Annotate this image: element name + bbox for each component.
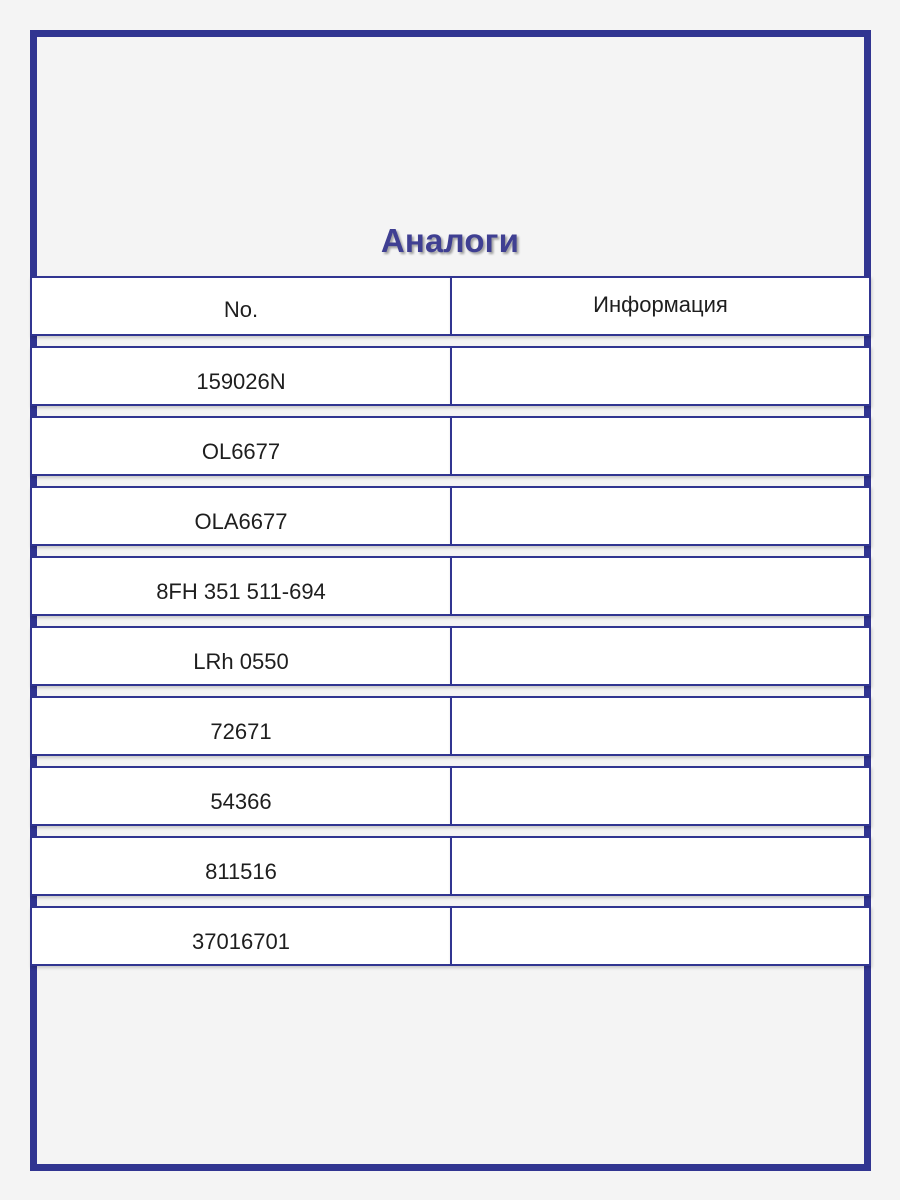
part-number-cell: OL6677 xyxy=(30,416,450,476)
part-number-cell: 37016701 xyxy=(30,906,450,966)
page-title: Аналоги xyxy=(380,222,520,259)
info-cell xyxy=(450,416,871,476)
info-cell xyxy=(450,556,871,616)
info-cell xyxy=(450,486,871,546)
part-number-cell: 72671 xyxy=(30,696,450,756)
table-row xyxy=(30,346,871,406)
part-number-cell: 159026N xyxy=(30,346,450,406)
info-cell xyxy=(450,836,871,896)
table-row xyxy=(30,836,871,896)
table-row xyxy=(30,696,871,756)
header-number: No. xyxy=(30,276,450,336)
header-info: Информация xyxy=(450,276,871,336)
info-cell xyxy=(450,626,871,686)
table-row xyxy=(30,486,871,546)
table-row xyxy=(30,556,871,616)
part-number-cell: 811516 xyxy=(30,836,450,896)
part-number-cell: OLA6677 xyxy=(30,486,450,546)
table-row xyxy=(30,626,871,686)
info-cell xyxy=(450,696,871,756)
info-cell xyxy=(450,346,871,406)
part-number-cell: 8FH 351 511-694 xyxy=(30,556,450,616)
info-cell xyxy=(450,766,871,826)
part-number-cell: 54366 xyxy=(30,766,450,826)
part-number-cell: LRh 0550 xyxy=(30,626,450,686)
table-row xyxy=(30,416,871,476)
info-cell xyxy=(450,906,871,966)
table-row xyxy=(30,766,871,826)
table-header-row xyxy=(30,276,871,336)
table-row xyxy=(30,906,871,966)
